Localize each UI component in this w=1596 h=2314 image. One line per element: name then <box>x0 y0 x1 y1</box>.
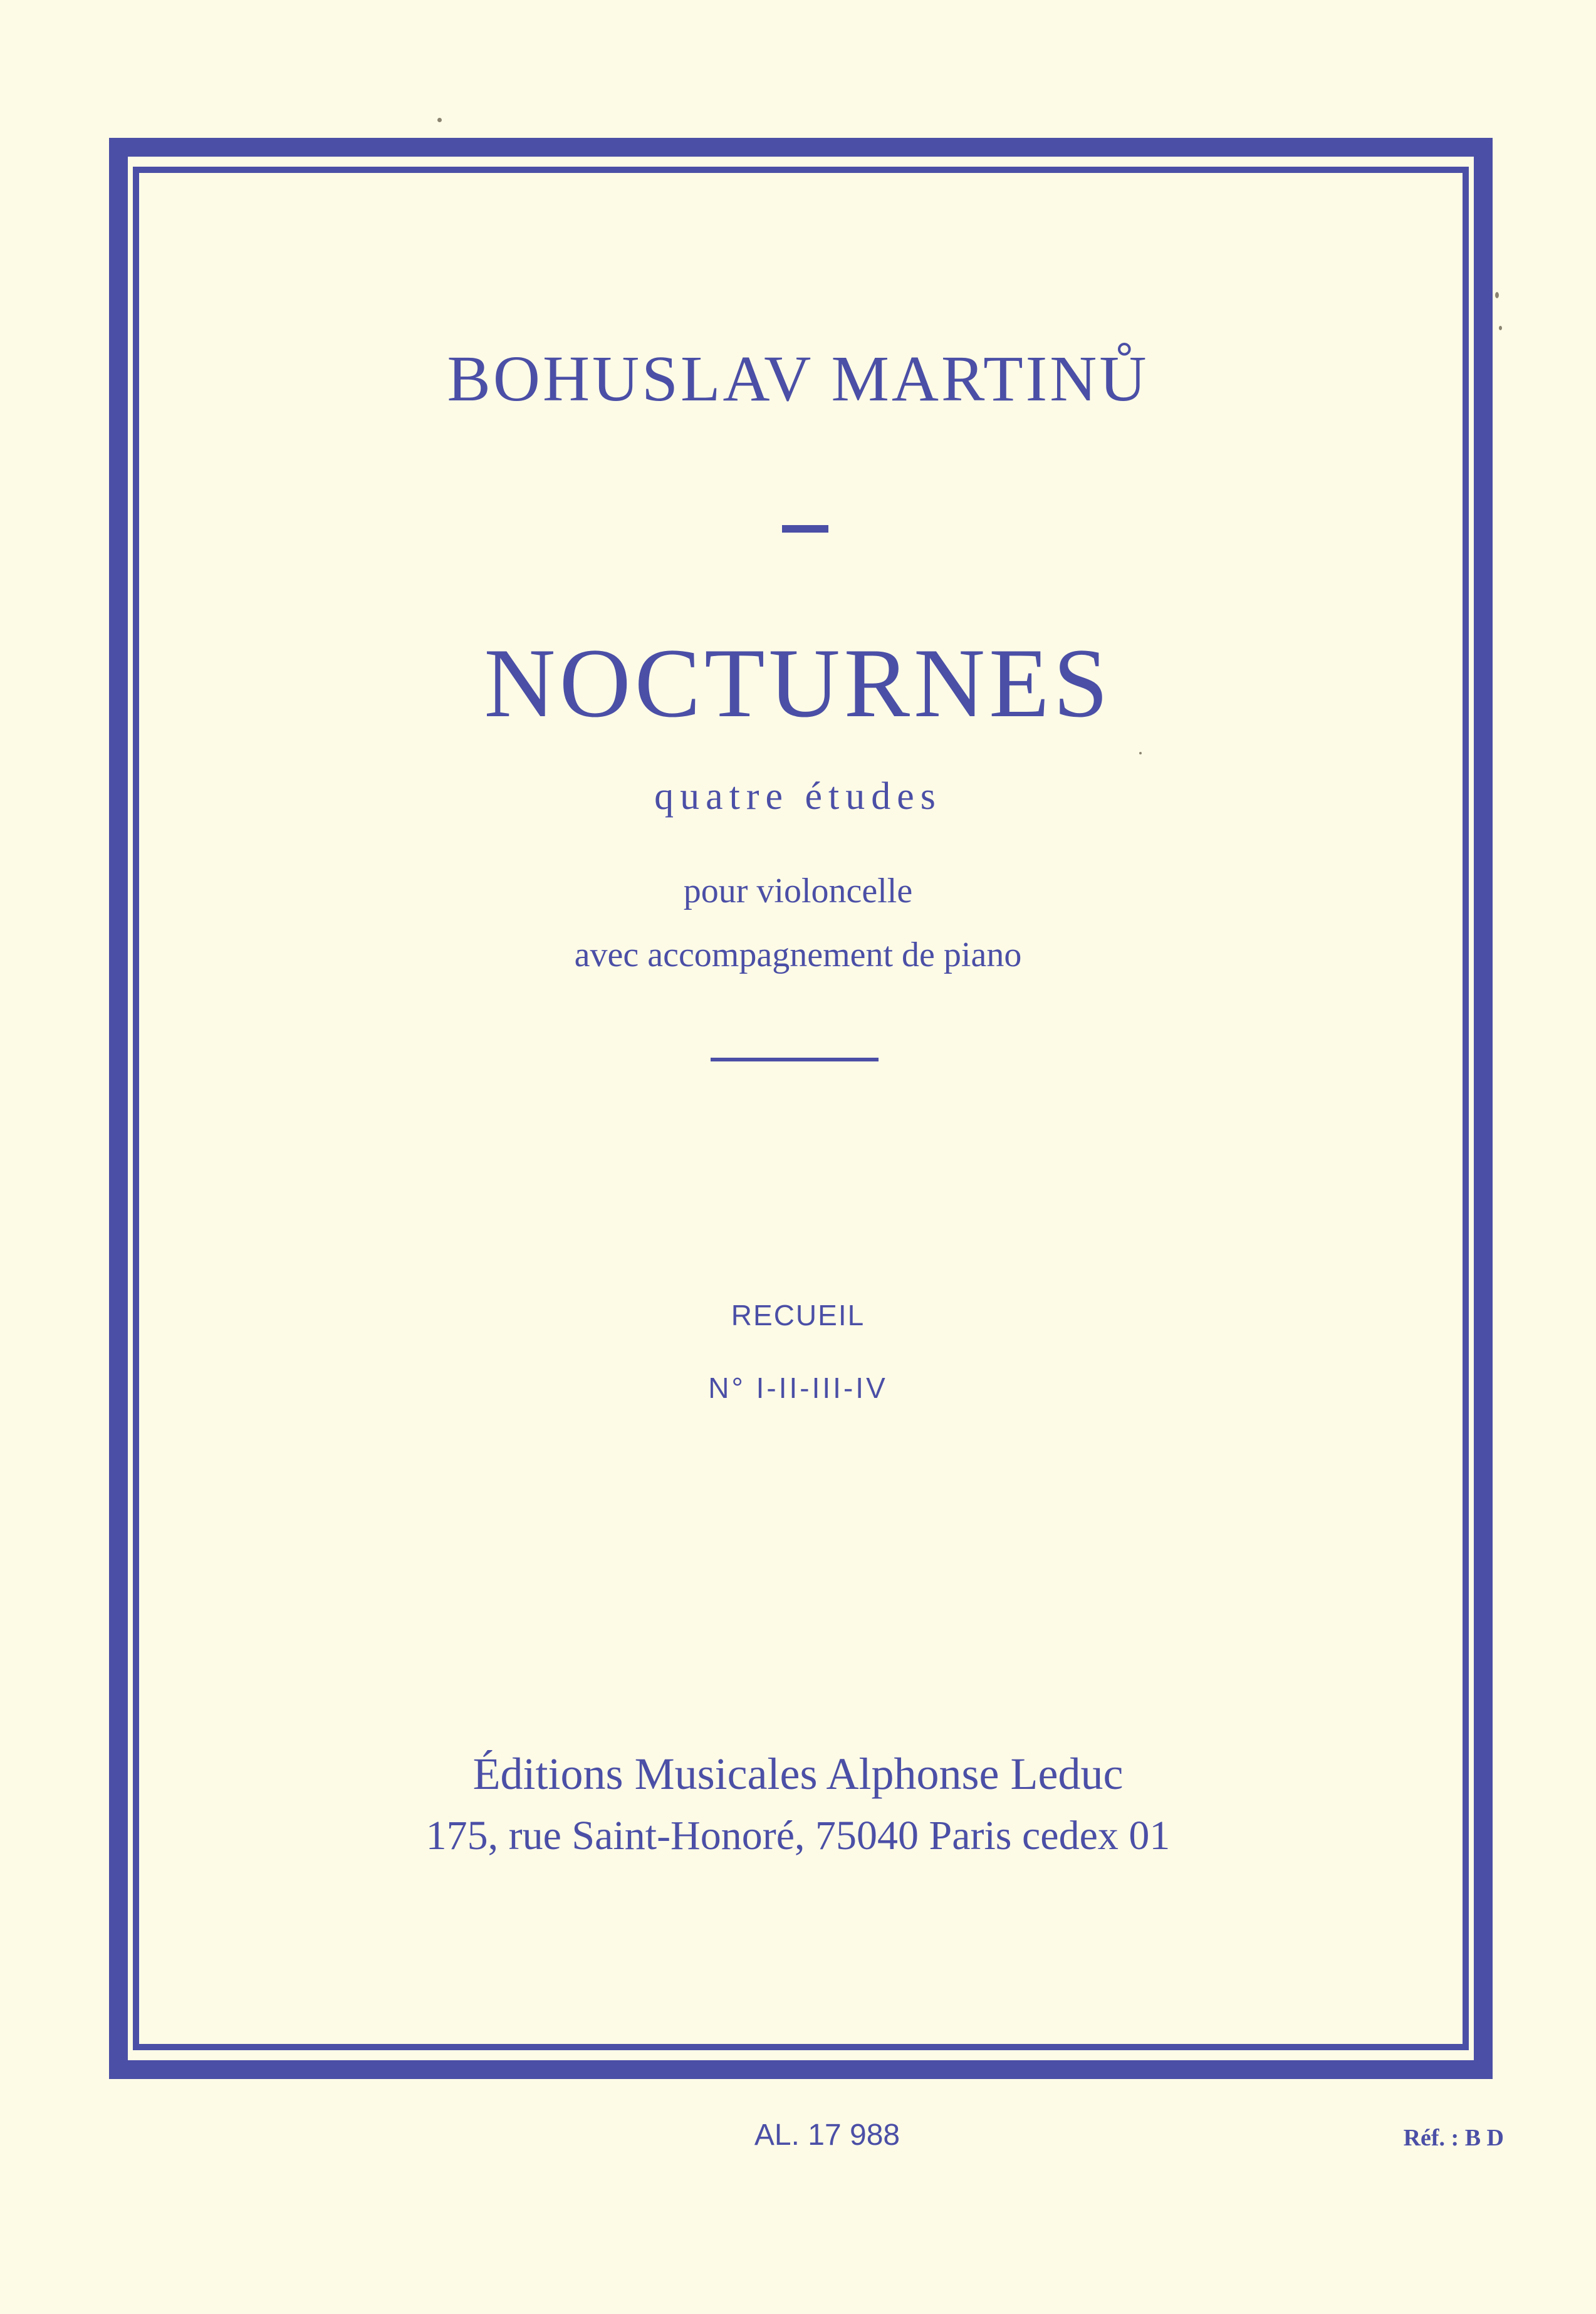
collection-numbers: N° I-II-III-IV <box>708 1372 888 1404</box>
paper-speck <box>1499 326 1502 330</box>
publisher-address: 175, rue Saint-Honoré, 75040 Paris cedex 01 <box>425 1813 1171 1858</box>
short-dash-divider <box>782 525 828 533</box>
paper-speck <box>1139 752 1142 754</box>
work-subtitle: quatre études <box>654 775 942 818</box>
composer-name: BOHUSLAV MARTINŮ <box>447 343 1149 415</box>
accompaniment-line: avec accompagnement de piano <box>574 936 1022 974</box>
work-title: NOCTURNES <box>484 628 1112 738</box>
horizontal-rule-divider <box>711 1058 879 1061</box>
publisher-name: Éditions Musicales Alphonse Leduc <box>472 1749 1124 1799</box>
collection-label: RECUEIL <box>731 1299 865 1332</box>
paper-speck <box>1495 292 1499 298</box>
paper-speck <box>437 118 442 122</box>
catalog-number: AL. 17 988 <box>754 2119 900 2152</box>
reference-code: Réf. : B D <box>1403 2125 1504 2151</box>
instrument-line: pour violoncelle <box>683 872 913 910</box>
